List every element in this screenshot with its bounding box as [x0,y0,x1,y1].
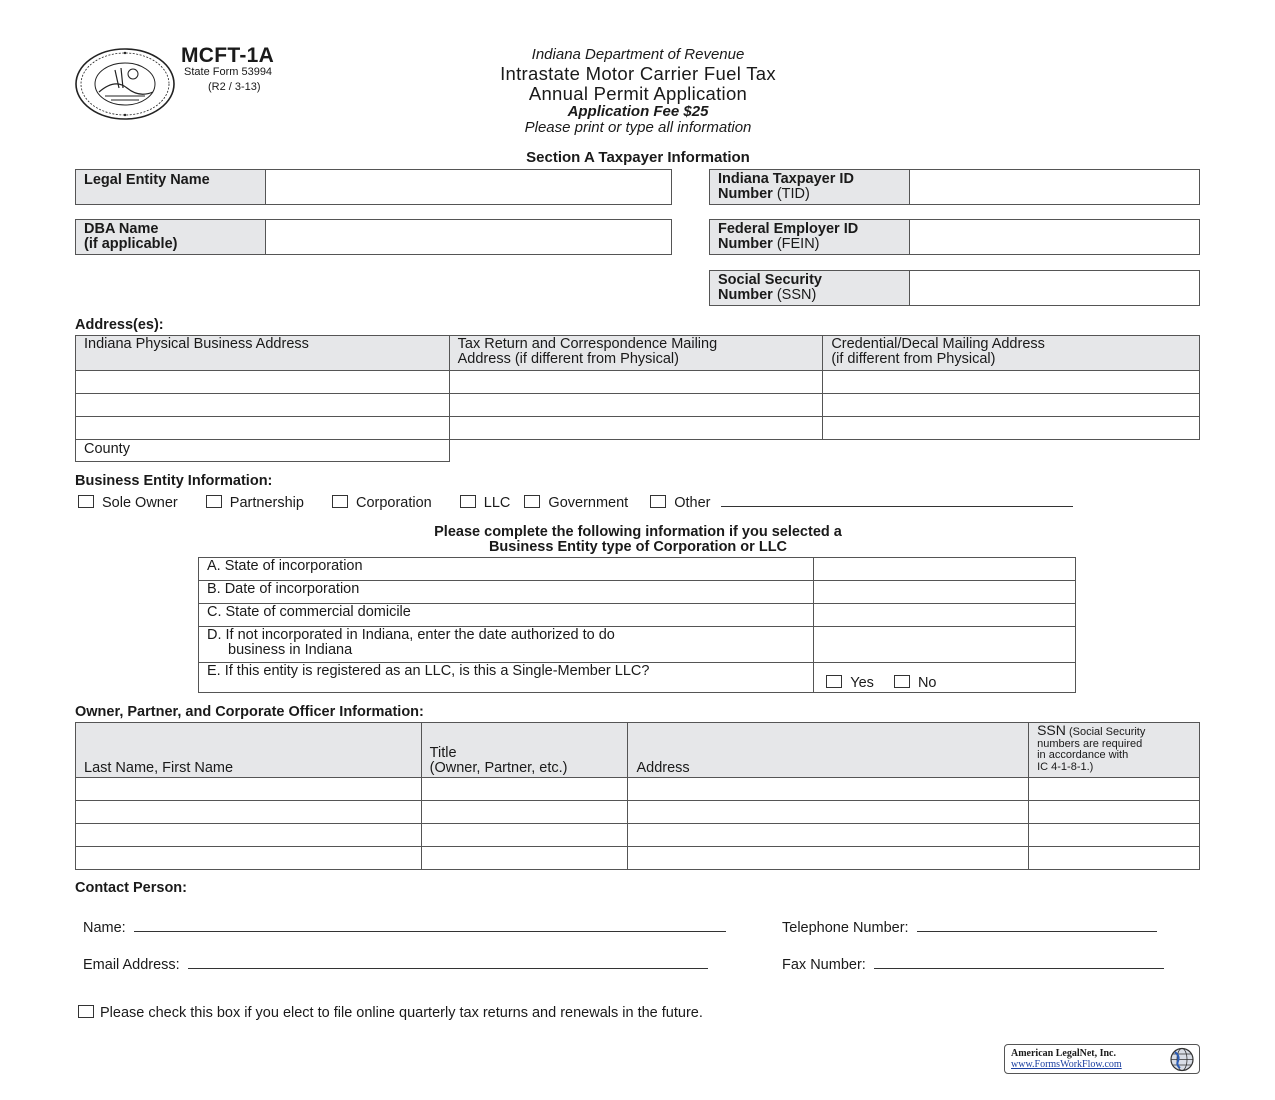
contact-name-line[interactable] [134,918,726,932]
corp-intro-line2: Business Entity type of Corporation or LLC [488,539,788,555]
tid-field[interactable] [909,169,1200,205]
owner-row [76,824,1200,847]
telephone-label: Telephone Number: [782,920,909,936]
address-row [76,417,1200,440]
online-filing-election[interactable] [78,1005,703,1021]
dba-label-line1: DBA Name [84,221,159,237]
owner-col-name: Last Name, First Name [76,723,422,778]
option-other[interactable]: Other [650,495,710,511]
corp-row [199,558,1076,581]
dba-name-field[interactable] [265,219,672,255]
physical-address-line[interactable] [76,371,450,394]
checkbox-no[interactable] [894,675,910,688]
credential-address-line[interactable] [823,371,1200,394]
tid-label-abbrev: (TID) [772,186,810,202]
option-government[interactable]: Government [524,495,628,511]
owner-address-cell[interactable] [628,824,1029,847]
date-of-incorporation-field[interactable] [814,581,1076,604]
legal-entity-name-label: Legal Entity Name [75,169,266,205]
fein-field[interactable] [909,219,1200,255]
addresses-table [75,335,1200,440]
contact-name-label: Name: [83,920,126,936]
fax-line[interactable] [874,955,1164,969]
email-label: Email Address: [83,957,180,973]
owners-title: Owner, Partner, and Corporate Officer Information: [75,704,424,720]
owner-col-address: Address [628,723,1029,778]
mailing-address-line[interactable] [449,371,823,394]
legal-entity-name-field[interactable] [265,169,672,205]
owner-title-cell[interactable] [421,778,628,801]
owner-ssn-cell[interactable] [1029,824,1200,847]
tid-label-number: Number [718,186,773,202]
owner-title-cell[interactable] [421,801,628,824]
owner-name-cell[interactable] [76,778,422,801]
corp-info-table [198,557,1076,693]
address-col-physical: Indiana Physical Business Address [76,336,450,371]
physical-address-line[interactable] [76,417,450,440]
addresses-header-row [76,336,1200,371]
logo-brand: American LegalNet, Inc. [1011,1048,1116,1059]
checkbox-other[interactable] [650,495,666,508]
fax-row [782,955,1164,973]
corp-row-label: E. If this entity is registered as an LLC, is this a Single-Member LLC? [199,663,814,693]
corp-row [199,581,1076,604]
telephone-row [782,918,1157,936]
corp-row-label: B. Date of incorporation [199,581,814,604]
logo-url[interactable]: www.FormsWorkFlow.com [1011,1059,1122,1070]
application-fee: Application Fee $25 [567,103,709,120]
section-a-title: Section A Taxpayer Information [526,149,750,166]
owner-address-cell[interactable] [628,801,1029,824]
corp-row [199,604,1076,627]
checkbox-llc[interactable] [460,495,476,508]
fein-label-number: Number [718,236,773,252]
email-row [83,955,708,973]
owner-row [76,801,1200,824]
other-entity-line[interactable] [721,493,1073,507]
owner-name-cell[interactable] [76,801,422,824]
single-member-llc-choice [814,663,1076,693]
mailing-address-line[interactable] [449,394,823,417]
option-corporation[interactable]: Corporation [332,495,432,511]
owner-col-ssn: SSN (Social Security numbers are required in accordance with IC 4-1-8-1.) [1029,723,1200,778]
ssn-label-line1: Social Security [718,272,822,288]
county-field[interactable] [75,438,450,462]
checkbox-partnership[interactable] [206,495,222,508]
owner-title-cell[interactable] [421,847,628,870]
corp-intro-line1: Please complete the following information if you selected a [434,524,842,540]
date-authorized-field[interactable] [814,627,1076,663]
address-row [76,371,1200,394]
checkbox-government[interactable] [524,495,540,508]
ssn-label [709,270,910,306]
address-col-credential: Credential/Decal Mailing Address (if different from Physical) [823,336,1200,371]
owner-address-cell[interactable] [628,847,1029,870]
corp-row [199,663,1076,693]
owner-ssn-cell[interactable] [1029,801,1200,824]
fax-label: Fax Number: [782,957,866,973]
owner-address-cell[interactable] [628,778,1029,801]
fein-label [709,219,910,255]
checkbox-sole-owner[interactable] [78,495,94,508]
option-sole-owner[interactable]: Sole Owner [78,495,178,511]
checkbox-corporation[interactable] [332,495,348,508]
addresses-title: Address(es): [75,317,164,333]
owners-header-row [76,723,1200,778]
dba-label-line2: (if applicable) [84,236,178,252]
telephone-line[interactable] [917,918,1157,932]
form-title-line1: Intrastate Motor Carrier Fuel Tax [500,63,776,84]
option-yes[interactable]: Yes [826,675,874,691]
corp-row [199,627,1076,663]
owner-name-cell[interactable] [76,847,422,870]
tid-label-line1: Indiana Taxpayer ID [718,171,854,187]
corp-row-label: A. State of incorporation [199,558,814,581]
owner-ssn-cell[interactable] [1029,847,1200,870]
instruction-text: Please print or type all information [524,119,752,136]
address-col-mailing: Tax Return and Correspondence Mailing Address (if different from Physical) [449,336,823,371]
form-title-line2: Annual Permit Application [528,83,748,104]
tid-label [709,169,910,205]
state-of-incorporation-field[interactable] [814,558,1076,581]
checkbox-online-filing[interactable] [78,1005,94,1018]
owner-col-title: Title (Owner, Partner, etc.) [421,723,628,778]
indiana-state-seal [75,48,176,120]
option-llc[interactable]: LLC [460,495,511,511]
owner-ssn-cell[interactable] [1029,778,1200,801]
ssn-label-abbrev: (SSN) [772,287,817,303]
contact-title: Contact Person: [75,880,187,896]
owner-name-cell[interactable] [76,824,422,847]
department-name: Indiana Department of Revenue [531,46,745,63]
globe-icon [1167,1047,1197,1072]
corp-row-label: C. State of commercial domicile [199,604,814,627]
owner-title-cell[interactable] [421,824,628,847]
ssn-label-number: Number [718,287,773,303]
american-legalnet-logo [1004,1044,1200,1074]
fein-label-line1: Federal Employer ID [718,221,859,237]
ssn-field[interactable] [909,270,1200,306]
address-row [76,394,1200,417]
mailing-address-line[interactable] [449,417,823,440]
business-entity-title: Business Entity Information: [75,473,273,489]
contact-name-row [83,918,726,936]
credential-address-line[interactable] [823,417,1200,440]
option-no[interactable]: No [894,675,937,691]
county-label: County [84,441,130,457]
owners-table [75,722,1200,870]
online-filing-text: Please check this box if you elect to file online quarterly tax returns and renewals in the future. [100,1005,703,1021]
dba-name-label [75,219,266,255]
business-entity-options [78,493,1073,511]
form-id: MCFT-1A [181,44,275,67]
state-form-number: State Form 53994 [184,66,273,78]
commercial-domicile-field[interactable] [814,604,1076,627]
owner-row [76,778,1200,801]
physical-address-line[interactable] [76,394,450,417]
corp-row-label: D. If not incorporated in Indiana, enter the date authorized to do business in Indiana [199,627,814,663]
revision-date: (R2 / 3-13) [208,81,261,93]
owner-row [76,847,1200,870]
option-partnership[interactable]: Partnership [206,495,304,511]
checkbox-yes[interactable] [826,675,842,688]
fein-label-abbrev: (FEIN) [772,236,820,252]
email-line[interactable] [188,955,708,969]
credential-address-line[interactable] [823,394,1200,417]
